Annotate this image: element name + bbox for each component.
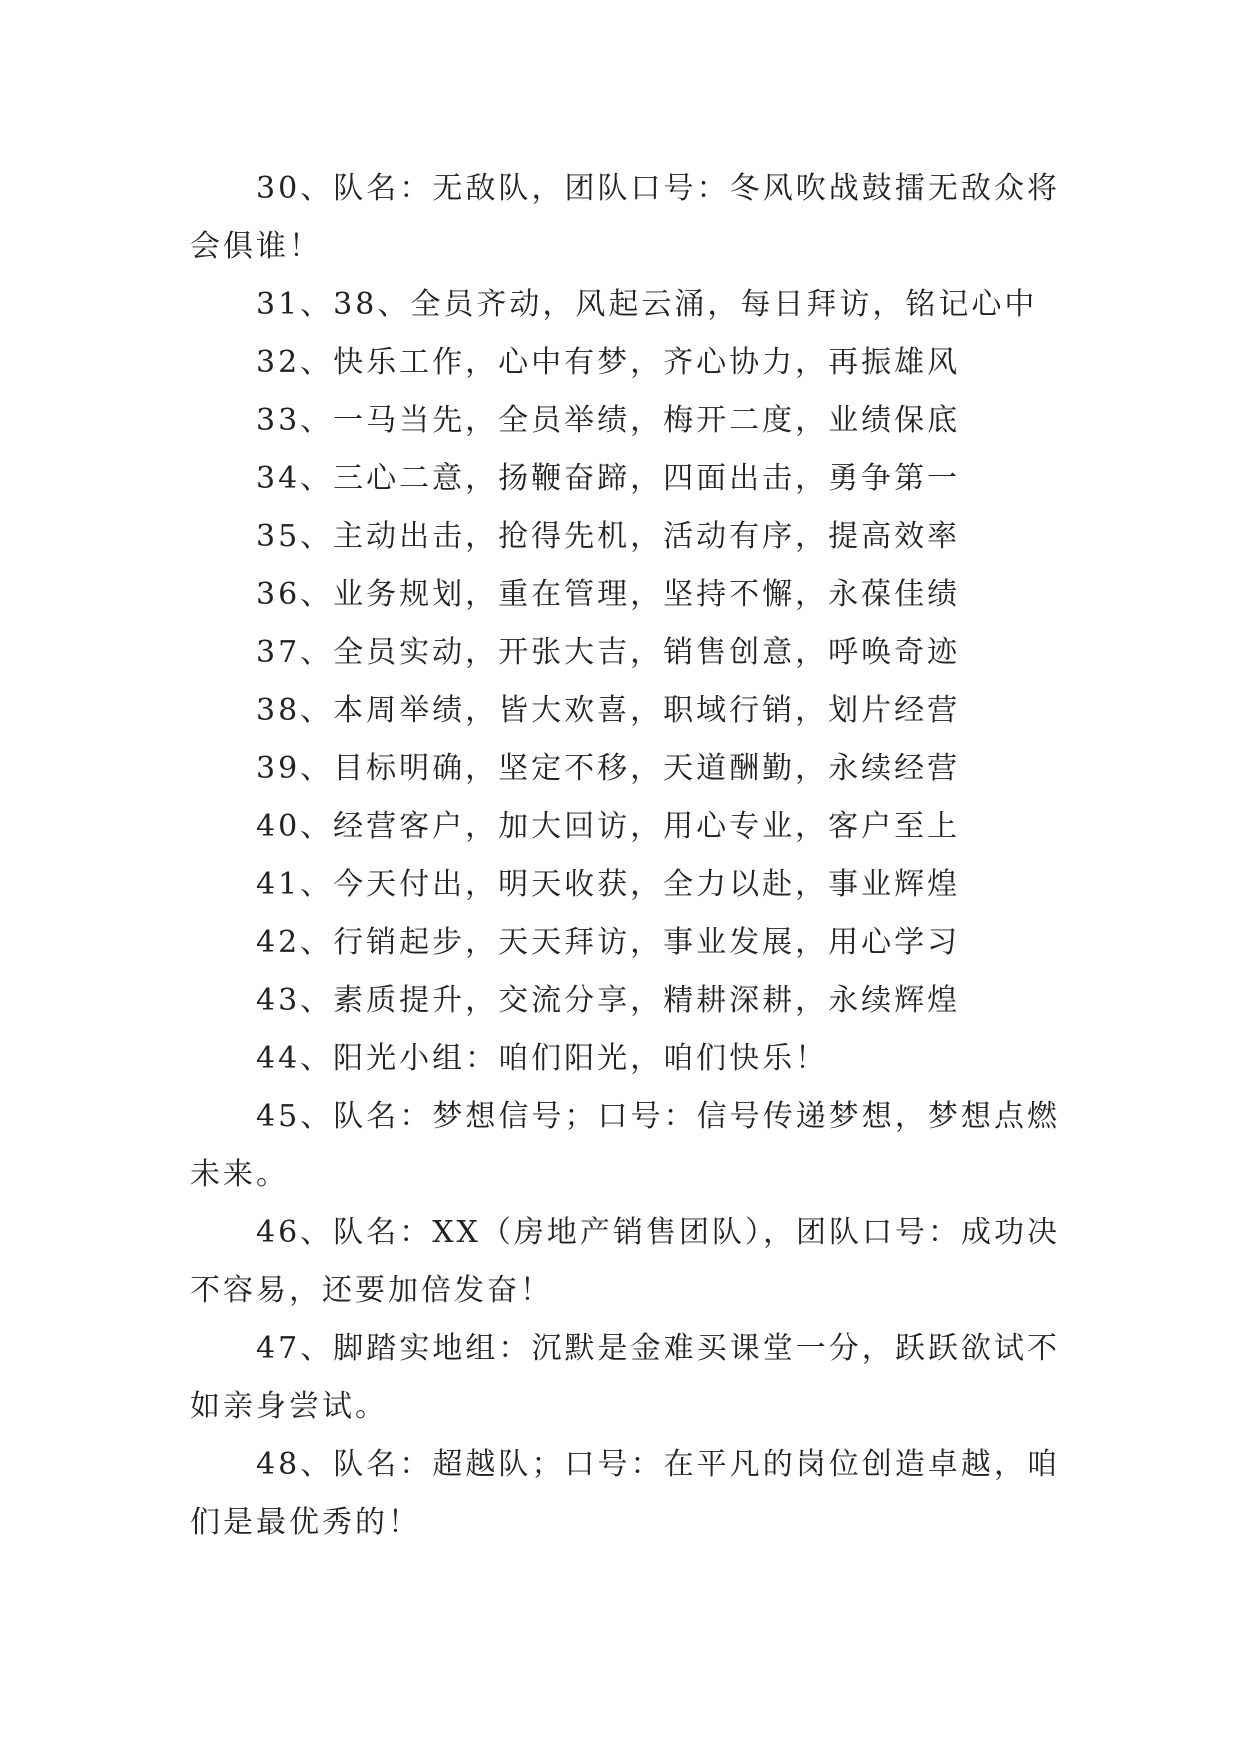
paragraph-31: 31、38、全员齐动，风起云涌，每日拜访，铭记心中 [256,287,1038,322]
paragraph-37: 37、全员实动，开张大吉，销售创意，呼唤奇迹 [256,635,961,670]
paragraph-33: 33、一马当先，全员举绩，梅开二度，业绩保底 [256,403,961,438]
paragraph-39: 39、目标明确，坚定不移，天道酬勤，永续经营 [256,751,961,786]
paragraph-35: 35、主动出击，抢得先机，活动有序，提高效率 [256,519,961,554]
paragraph-43: 43、素质提升，交流分享，精耕深耕，永续辉煌 [256,983,961,1018]
paragraph-47: 47、脚踏实地组：沉默是金难买课堂一分，跃跃欲试不如亲身尝试。 [190,1331,1060,1424]
paragraph-48: 48、队名：超越队；口号：在平凡的岗位创造卓越，咱们是最优秀的！ [190,1447,1060,1540]
paragraph-41: 41、今天付出，明天收获，全力以赴，事业辉煌 [256,867,961,902]
paragraph-44: 44、阳光小组：咱们阳光，咱们快乐！ [256,1041,829,1076]
paragraph-32: 32、快乐工作，心中有梦，齐心协力，再振雄风 [256,345,961,380]
paragraph-34: 34、三心二意，扬鞭奋蹄，四面出击，勇争第一 [256,461,961,496]
document-body [190,160,1060,1552]
paragraph-45: 45、队名：梦想信号；口号：信号传递梦想，梦想点燃未来。 [190,1099,1060,1192]
paragraph-42: 42、行销起步，天天拜访，事业发展，用心学习 [256,925,961,960]
paragraph-30: 30、队名：无敌队，团队口号：冬风吹战鼓擂无敌众将会俱谁！ [190,171,1060,264]
paragraph-38: 38、本周举绩，皆大欢喜，职域行销，划片经营 [256,693,961,728]
paragraph-40: 40、经营客户，加大回访，用心专业，客户至上 [256,809,961,844]
paragraph-46: 46、队名：XX（房地产销售团队），团队口号：成功决不容易，还要加倍发奋！ [190,1215,1060,1308]
paragraph-36: 36、业务规划，重在管理，坚持不懈，永葆佳绩 [256,577,961,612]
